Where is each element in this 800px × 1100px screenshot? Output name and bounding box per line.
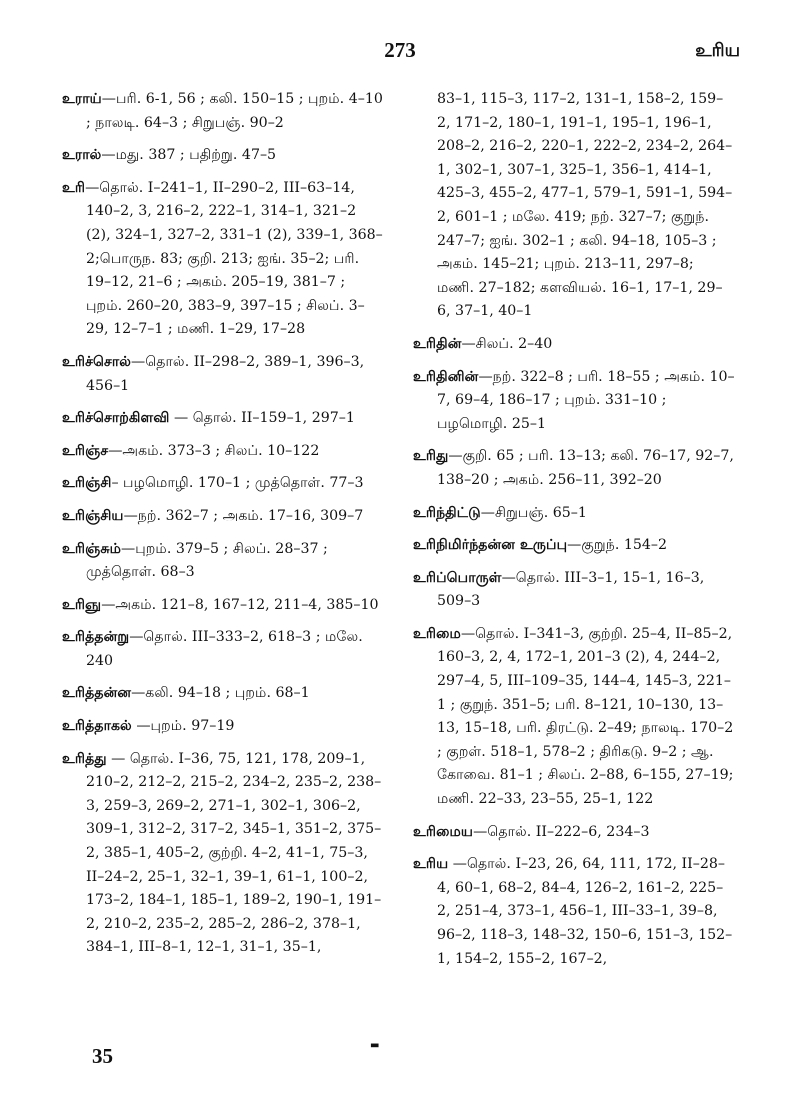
- references: —அகம். 121–8, 167–12, 211–4, 385–10: [101, 596, 379, 613]
- headword: உரிதின்: [413, 335, 462, 352]
- headword: உராய்: [62, 91, 102, 107]
- references: —தொல். II–222–6, 234–3: [473, 823, 650, 840]
- headword: உரிது: [413, 448, 449, 465]
- headword: உரிமைய: [413, 823, 474, 840]
- index-entry: [413, 502, 735, 526]
- signature-folio: 35: [92, 1044, 113, 1068]
- index-entry: [62, 407, 384, 431]
- headword: உரி: [62, 179, 86, 196]
- index-entry: [62, 626, 384, 673]
- left-column: [62, 88, 384, 969]
- headword: உரிச்சொற்கிளவி: [62, 410, 170, 427]
- headword: உரிஞ்சிய: [62, 507, 124, 524]
- headword: உரிஞ்சும்: [62, 540, 121, 557]
- references: —குறி. 65 ; பரி. 13–13; கலி. 76–17, 92–7, 138–20 ; அகம். 256–11, 392–20: [437, 448, 734, 488]
- references: —குறுந். 154–2: [567, 537, 668, 554]
- index-entry: [62, 682, 384, 706]
- index-entry: [62, 440, 384, 464]
- index-entry: [413, 567, 735, 614]
- headword: உரிஞு: [62, 596, 102, 613]
- page-number: 273: [384, 38, 416, 62]
- headword: உரித்து: [62, 750, 107, 767]
- index-entry: [413, 853, 735, 971]
- index-entry: [62, 748, 384, 960]
- headword: உரிமை: [413, 625, 461, 642]
- index-entry: [413, 366, 735, 437]
- headword: உரிநிமிர்ந்தன்ன உருப்பு: [413, 537, 568, 554]
- index-entry: [62, 472, 384, 496]
- references: —சிறுபஞ். 65–1: [480, 504, 587, 521]
- index-entry: [413, 623, 735, 812]
- references: —தொல். I–341–3, குற்றி. 25–4, II–85–2, 160–3, 2, 4, 172–1, 201–3 (2), 4, 244–2, 297–4, 5, III–109–35, 144–4, 145–3, 221–1 ; குறுந். 351–5; பரி. 8–121, 10–130, 13–13, 15–18, பரி. திரட்டு. 2–49; நாலடி. 170–2 ; குறள். 518–1, 578–2 ; திரிகடு. 9–2 ; ஆ. கோவை. 81–1 ; சிலப். 2–88, 6–155, 27–19; மணி. 22–33, 23–55, 25–1, 122: [437, 625, 734, 808]
- references: —அகம். 373–3 ; சிலப். 10–122: [108, 442, 320, 459]
- right-column: [413, 88, 735, 980]
- headword: உரிய: [413, 856, 449, 873]
- references: —மது. 387 ; பதிற்று. 47–5: [101, 147, 277, 164]
- index-entry-continued: [413, 88, 735, 324]
- index-entry: [62, 505, 384, 529]
- references: — தொல். I–36, 75, 121, 178, 209–1, 210–2, 212–2, 215–2, 234–2, 235–2, 238–3, 259–3, 269–2, 271–1, 302–1, 306–2, 309–1, 312–2, 317–2, 345–1, 351–2, 375–2, 385–1, 405–2, குற்றி. 4–2, 41–1, 75–3, II–24–2, 25–1, 32–1, 39–1, 61–1, 100–2, 173–2, 184–1, 185–1, 189–2, 190–1, 191–2, 210–2, 235–2, 285–2, 286–2, 378–1, 384–1, III–8–1, 12–1, 31–1, 35–1,: [86, 750, 382, 956]
- headword: உரித்தன்று: [62, 629, 130, 646]
- references: —புறம். 97–19: [131, 718, 235, 735]
- headword: உரிதினின்: [413, 368, 479, 385]
- index-entry: [62, 177, 384, 342]
- index-entry: [413, 445, 735, 492]
- index-entry: [413, 821, 735, 845]
- references: —நற். 322–8 ; பரி. 18–55 ; அகம். 10–7, 69–4, 186–17 ; புறம். 331–10 ; பழமொழி. 25–1: [437, 368, 735, 432]
- index-entry: [62, 144, 384, 168]
- headword: உரிந்திட்டு: [413, 504, 481, 521]
- references: —பரி. 6-1, 56 ; கலி. 150–15 ; புறம். 4–10 ; நாலடி. 64–3 ; சிறுபஞ். 90–2: [86, 91, 383, 131]
- index-entry: [413, 534, 735, 558]
- headword: உரித்தன்ன: [62, 685, 132, 702]
- index-entry: [62, 88, 384, 135]
- references: —சிலப். 2–40: [461, 335, 553, 352]
- headword: உரிஞ்ச: [62, 442, 109, 459]
- headword: உரால்: [62, 147, 102, 164]
- headword: உரிச்சொல்: [62, 353, 132, 370]
- references: — தொல். II–159–1, 297–1: [169, 410, 355, 427]
- headword: உரித்தாகல்: [62, 718, 132, 735]
- references: —கலி. 94–18 ; புறம். 68–1: [131, 685, 310, 702]
- headword: உரிப்பொருள்: [413, 569, 502, 586]
- index-entry: [62, 538, 384, 585]
- references: —தொல். II–298–2, 389–1, 396–3, 456–1: [86, 353, 365, 394]
- headword: உரிஞ்சி: [62, 475, 112, 492]
- references: 83–1, 115–3, 117–2, 131–1, 158–2, 159–2, 171–2, 180–1, 191–1, 195–1, 196–1, 208–2, 216–2, 220–1, 222–2, 234–2, 264–1, 302–1, 307–1, 325–1, 356–1, 414–1, 425–3, 455–2, 477–1, 579–1, 591–1, 594–2, 601–1 ; மலே. 419; நற். 327–7; குறுந். 247–7; ஐங். 302–1 ; கலி. 94–18, 105–3 ; அகம். 145–21; புறம். 213–11, 297–8; மணி. 27–182; களவியல். 16–1, 17–1, 29–6, 37–1, 40–1: [437, 91, 733, 320]
- references: —தொல். I–241–1, II–290–2, III–63–14, 140–2, 3, 216–2, 222–1, 314–1, 321–2 (2), 324–1, 327–2, 331–1 (2), 339–1, 368–2;பொருந. 83; குறி. 213; ஐங். 35–2; பரி. 19–12, 21–6 ; அகம். 205–19, 381–7 ; புறம். 260–20, 383–9, 397–15 ; சிலப். 3–29, 12–7–1 ; மணி. 1–29, 17–28: [85, 179, 383, 338]
- references: —புறம். 379–5 ; சிலப். 28–37 ; முத்தொள். 68–3: [86, 540, 328, 581]
- references: —தொல். I–23, 26, 64, 111, 172, II–28–4, 60–1, 68–2, 84–4, 126–2, 161–2, 225–2, 251–4, 373–1, 456–1, III–33–1, 39–8, 96–2, 118–3, 148–32, 150–6, 151–3, 152–1, 154–2, 155–2, 167–2,: [437, 856, 733, 967]
- references: – பழமொழி. 170–1 ; முத்தொள். 77–3: [111, 475, 364, 492]
- print-mark: ▬: [370, 1040, 380, 1051]
- references: —தொல். III–3–1, 15–1, 16–3, 509–3: [437, 569, 705, 610]
- references: —நற். 362–7 ; அகம். 17–16, 309–7: [123, 507, 364, 524]
- running-head: உரிய: [695, 40, 740, 61]
- index-entry: [62, 594, 384, 618]
- references: —தொல். III–333–2, 618–3 ; மலே. 240: [86, 629, 363, 669]
- index-entry: [413, 333, 735, 357]
- index-entry: [62, 351, 384, 398]
- index-entry: [62, 715, 384, 739]
